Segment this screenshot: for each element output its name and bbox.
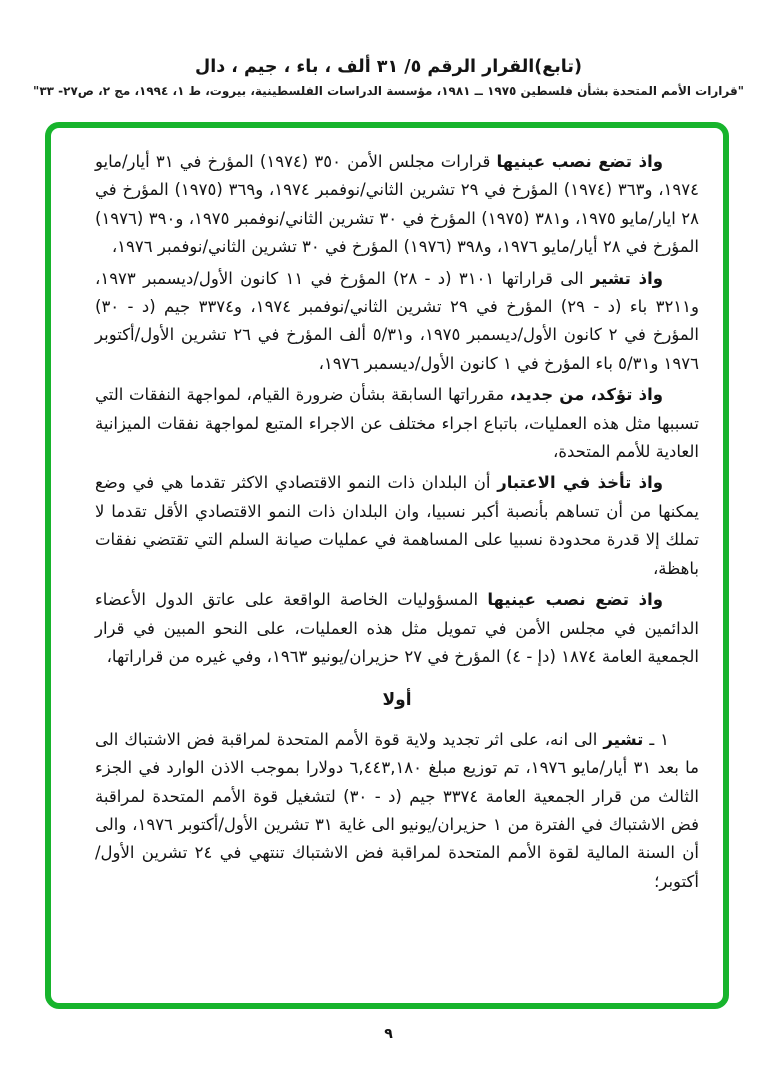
paragraph-lead: واذ تؤكد، من جديد،	[509, 385, 664, 405]
resolution-title: (تابع)القرار الرقم ٥/ ٣١ ألف ، باء ، جيم ، دال	[195, 57, 582, 77]
paragraph-lead: واذ تضع نصب عينيها	[487, 590, 664, 610]
paragraph-text: المسؤوليات الخاصة الواقعة على عاتق الدول الأعضاء الدائمين في مجلس الأمن في تمويل مثل هذه العمليات، على النحو المبين في قرار الجمعية العامة ١٨٧٤ (دإ - ٤) المؤرخ في ٢٧ حزيران/يونيو ١٩٦٣، وفي غيره من قراراتها،	[95, 590, 699, 666]
resolution-body	[95, 148, 699, 896]
operative-paragraph	[95, 726, 699, 896]
paragraph-lead: واذ تأخذ في الاعتبار	[497, 473, 663, 493]
paragraph-text: مقرراتها السابقة بشأن ضرورة القيام، لمواجهة النفقات التي تسببها مثل هذه العمليات، باتباع اجراء مختلف عن الاجراء المتبع لمواجهة نفقات الميزانية العادية للأمم المتحدة،	[95, 385, 699, 462]
paragraph-text: قرارات مجلس الأمن ٣٥٠ (١٩٧٤) المؤرخ في ٣١ أيار/مايو ١٩٧٤، و٣٦٣ (١٩٧٤) المؤرخ في ٢٩ تشرين الثاني/نوفمبر ١٩٧٤، و٣٦٩ (١٩٧٥) المؤرخ في ٢٨ ايار/مايو ١٩٧٥، و٣٨١ (١٩٧٥) المؤرخ في ٣٠ تشرين الثاني/نوفمبر ١٩٧٥، و٣٩٠ (١٩٧٦) المؤرخ في ٢٨ أيار/مايو ١٩٧٦، و٣٩٨ (١٩٧٦) المؤرخ في ٣٠ تشرين الثاني/نوفمبر ١٩٧٦،	[95, 152, 700, 257]
paragraph-text: أن البلدان ذات النمو الاقتصادي الاكثر تقدما هي في وضع يمكنها من أن تساهم بأنصبة أكبر نسبيا، وان البلدان ذات النمو الاقتصادي الأقل تقدما لا تملك إلا قدرة محدودة نسبيا على المساهمة في عمليات صيانة السلم التي تقتضي نفقات باهظة،	[95, 473, 699, 578]
preamble-paragraph	[95, 148, 699, 262]
item-number: ١ ـ	[643, 729, 669, 749]
paragraph-text: الى قراراتها ٣١٠١ (د - ٢٨) المؤرخ في ١١ كانون الأول/ديسمبر ١٩٧٣، و٣٢١١ باء (د - ٢٩) المؤرخ في ٢٩ تشرين الثاني/نوفمبر ١٩٧٤، و٣٣٧٤ جيم (د - ٣٠) المؤرخ في ٢ كانون الأول/ديسمبر ١٩٧٥، و٥/٣١ ألف المؤرخ في ٢٦ تشرين الأول/أكتوبر ١٩٧٦ و٥/٣١ باء المؤرخ في ١ كانون الأول/ديسمبر ١٩٧٦،	[95, 268, 699, 373]
section-heading: أولا	[382, 690, 412, 711]
paragraph-lead: واذ تضع نصب عينيها	[496, 152, 664, 171]
page-number: ٩	[384, 1026, 393, 1042]
document-header	[0, 57, 777, 98]
green-highlight-box	[45, 122, 729, 1009]
source-citation: "قرارات الأمم المتحدة بشأن فلسطين ١٩٧٥ ــ ١٩٨١، مؤسسة الدراسات الفلسطينية، بيروت، ط ١، ١٩٩٤، مج ٢، ص٢٧- ٣٣"	[33, 84, 744, 98]
preamble-paragraph	[95, 469, 699, 583]
preamble-paragraph	[95, 586, 699, 671]
item-text: الى انه، على اثر تجديد ولاية قوة الأمم المتحدة لمراقبة فض الاشتباك الى ما بعد ٣١ أيار/مايو ١٩٧٦، تم توزيع مبلغ ٦,٤٤٣,١٨٠ دولارا بموجب الاذن الوارد في الجزء الثالث من قرار الجمعية العامة ٣٣٧٤ جيم (د - ٣٠) لتشغيل قوة الأمم المتحدة لمراقبة فض الاشتباك في الفترة من ١ حزيران/يونيو الى غاية ٣١ تشرين الأول/أكتوبر ١٩٧٦، والى أن السنة المالية لقوة الأمم المتحدة لمراقبة فض الاشتباك تنتهي في ٢٤ تشرين الأول/أكتوبر؛	[95, 729, 700, 891]
paragraph-lead: واذ تشير	[590, 268, 664, 288]
preamble-paragraph	[95, 265, 699, 379]
item-lead: تشير	[603, 729, 644, 749]
preamble-paragraph	[95, 381, 699, 466]
